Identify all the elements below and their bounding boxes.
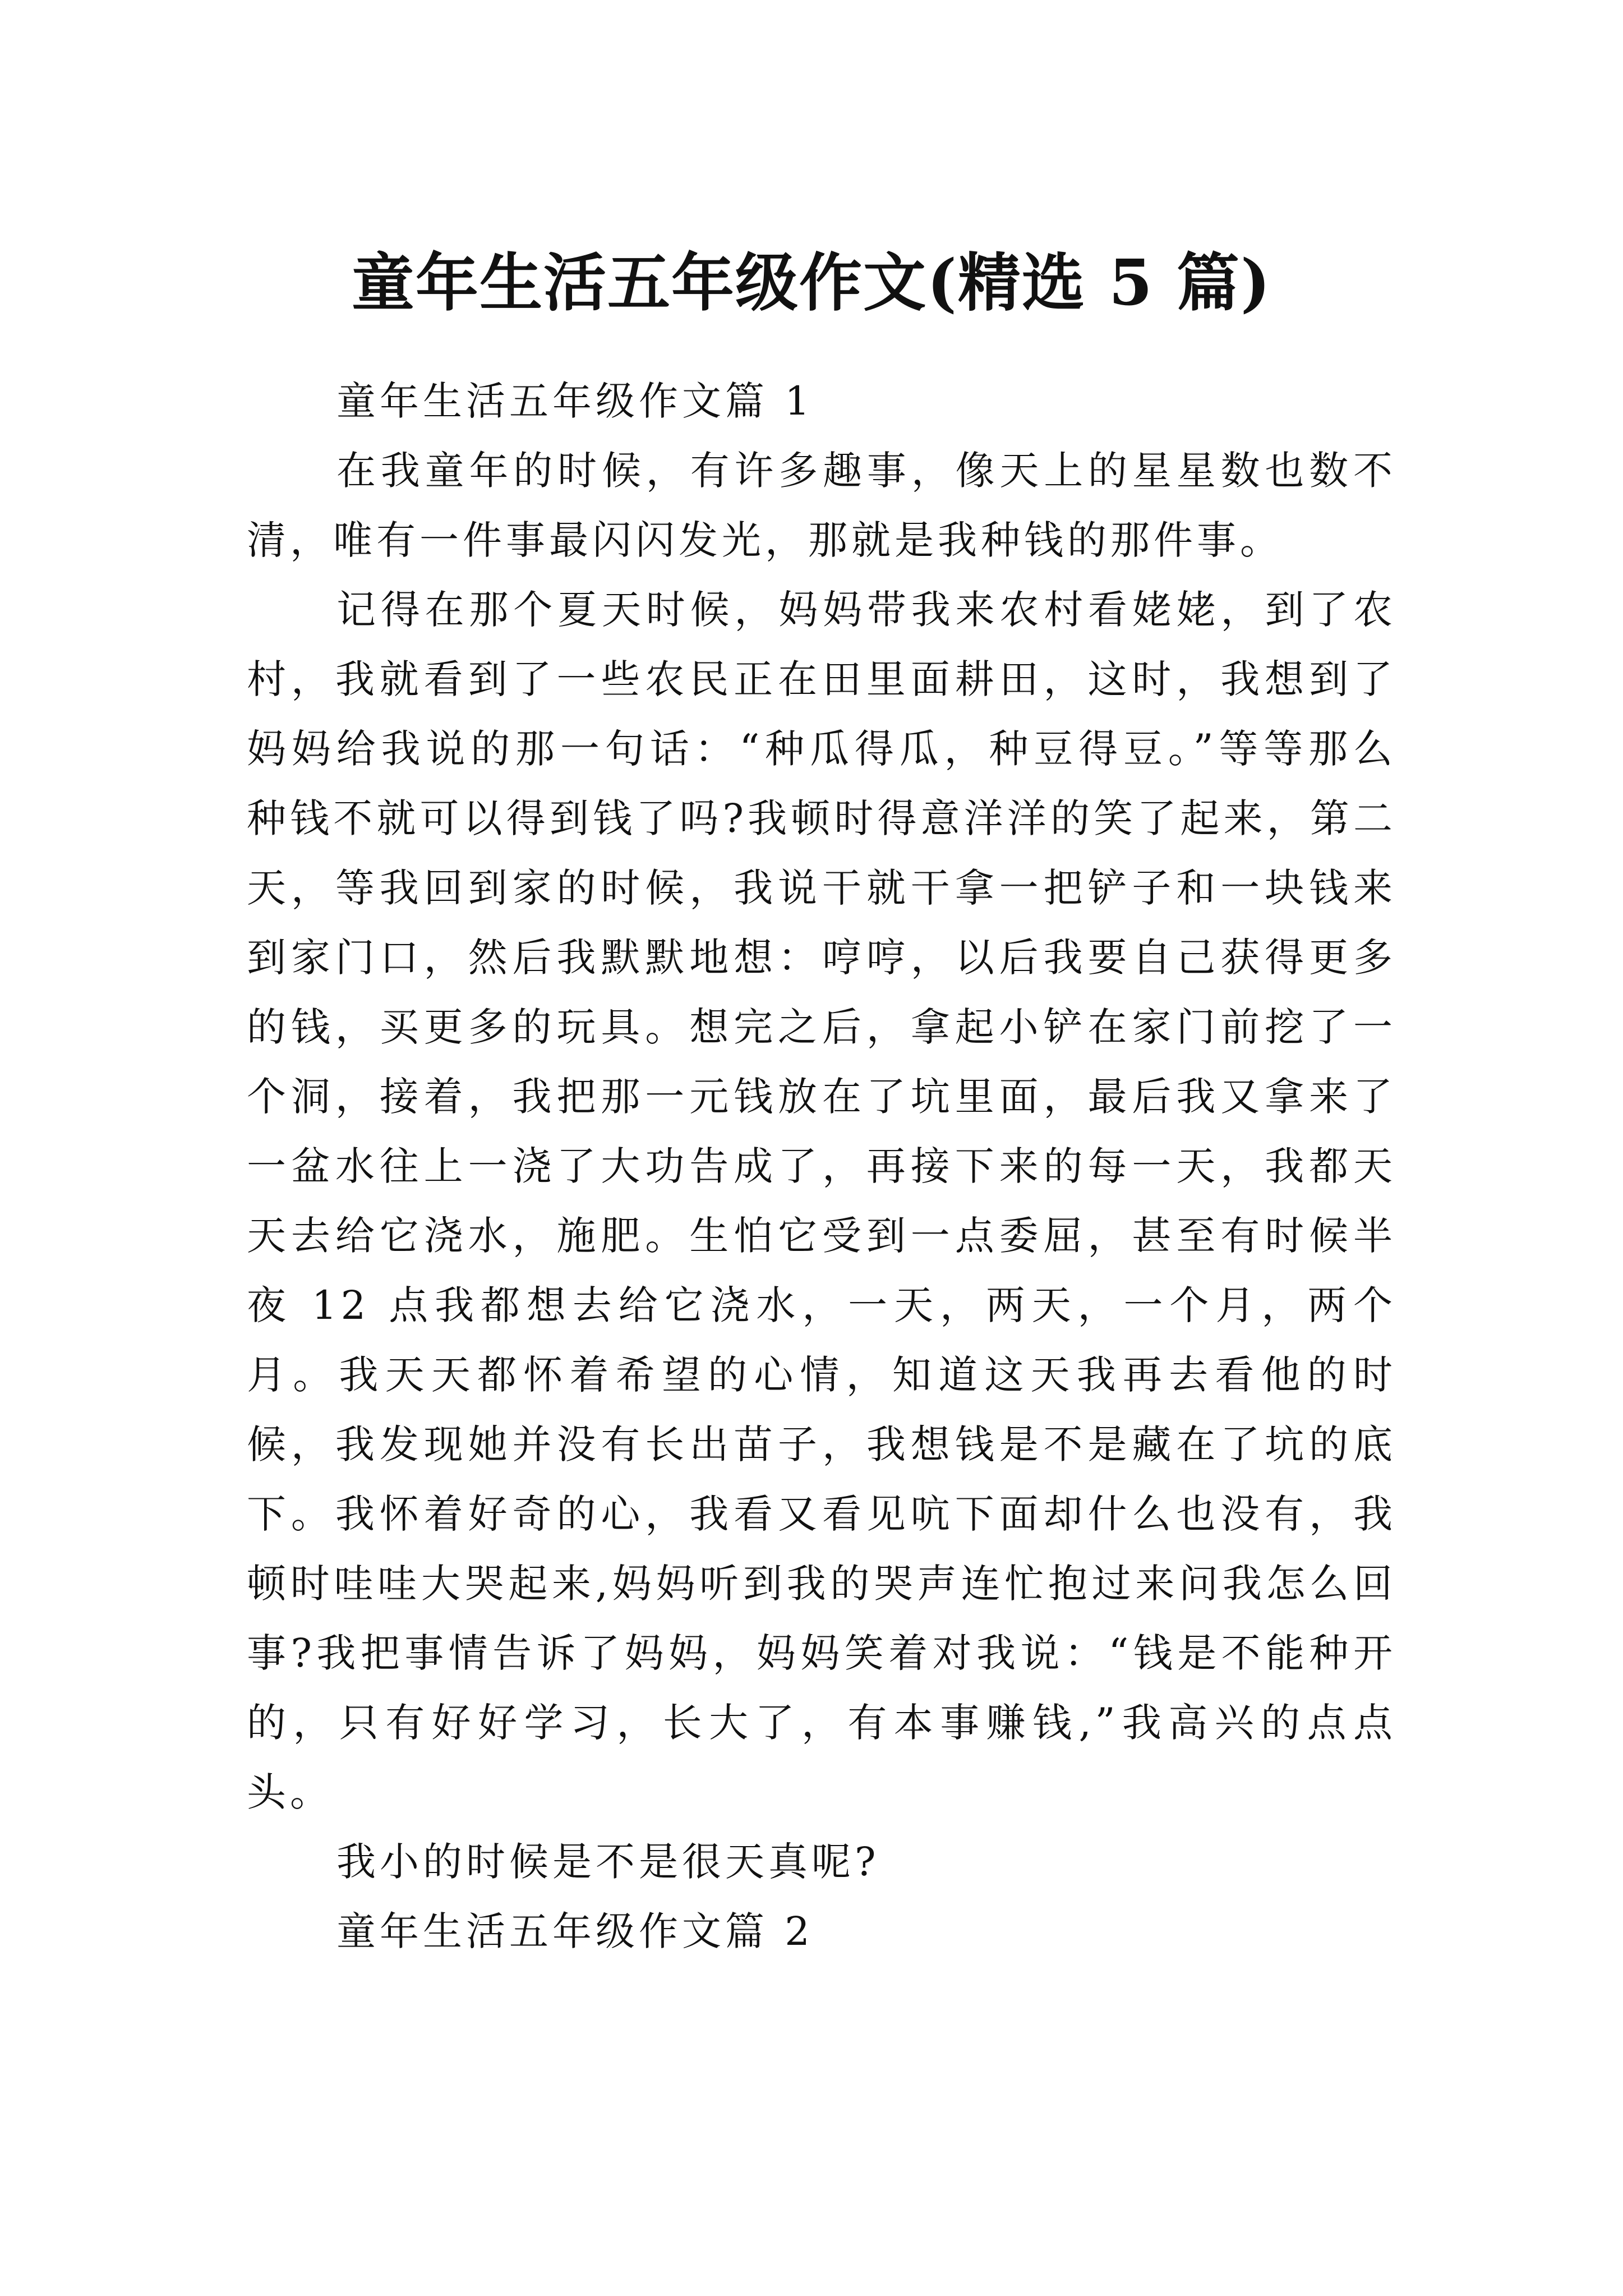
section-heading-2: 童年生活五年级作文篇 2 bbox=[336, 1908, 814, 1954]
paragraph: 我小的时候是不是很天真呢? bbox=[336, 1839, 880, 1885]
document-body bbox=[247, 366, 1396, 1966]
paragraph: 记得在那个夏天时候，妈妈带我来农村看姥姥，到了农村，我就看到了一些农民正在田里面耕田，这时，我想到了妈妈给我说的那一句话：“种瓜得瓜，种豆得豆。”等等那么种钱不就可以得到钱了吗?我顿时得意洋洋的笑了起来，第二天，等我回到家的时候，我说干就干拿一把铲子和一块钱来到家门口，然后我默默地想：哼哼，以后我要自己获得更多的钱，买更多的玩具。想完之后，拿起小铲在家门前挖了一个洞，接着，我把那一元钱放在了坑里面，最后我又拿来了一盆水往上一浇了大功告成了，再接下来的每一天，我都天天去给它浇水，施肥。生怕它受到一点委屈，甚至有时候半夜 12 点我都想去给它浇水，一天，两天，一个月，两个月。我天天都怀着希望的心情，知道这天我再去看他的时候，我发现她并没有长出苗子，我想钱是不是藏在了坑的底下。我怀着好奇的心，我看又看见吭下面却什么也没有，我顿时哇哇大哭起来,妈妈听到我的哭声连忙抱过来问我怎么回事?我把事情告诉了妈妈，妈妈笑着对我说：“钱是不能种开的，只有好好学习，长大了，有本事赚钱,”我高兴的点点头。 bbox=[247, 587, 1396, 1815]
document-title: 童年生活五年级作文(精选 5 篇) bbox=[352, 246, 1271, 320]
section-heading-1: 童年生活五年级作文篇 1 bbox=[336, 378, 814, 424]
paragraph: 在我童年的时候，有许多趣事，像天上的星星数也数不清，唯有一件事最闪闪发光，那就是我种钱的那件事。 bbox=[247, 448, 1396, 563]
